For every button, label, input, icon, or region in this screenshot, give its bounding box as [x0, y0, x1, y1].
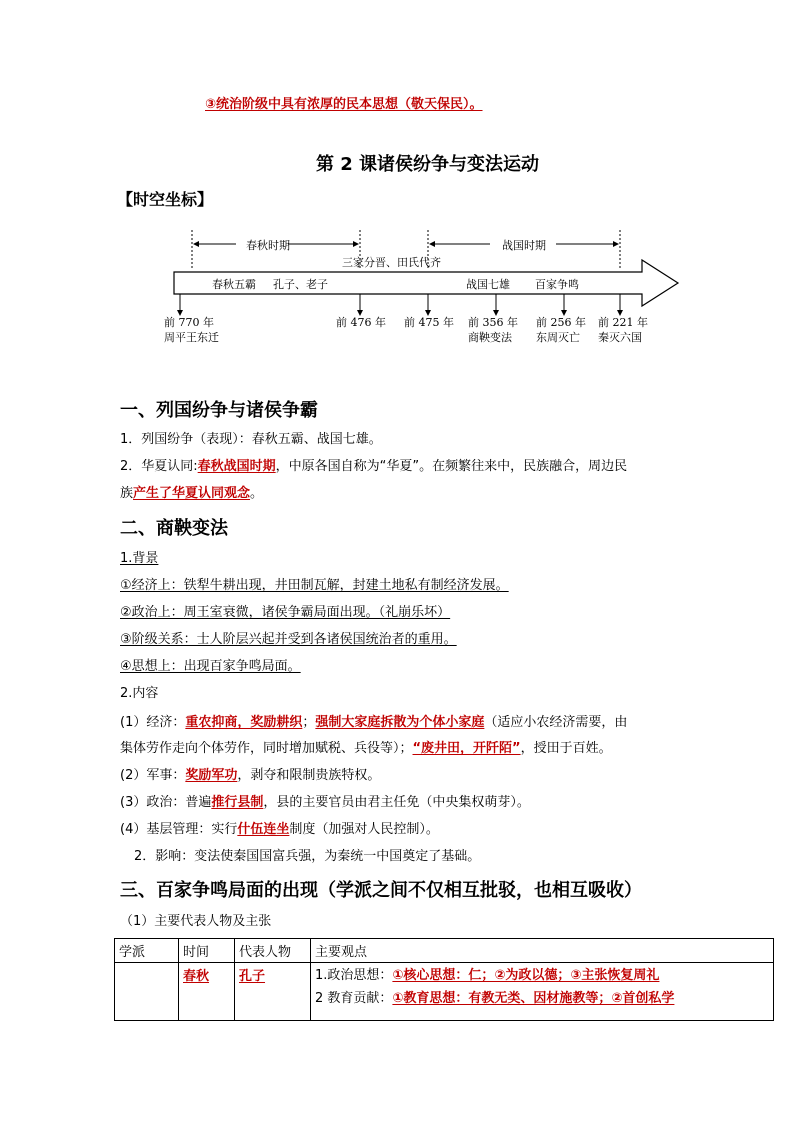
header-person: 代表人物 [235, 939, 311, 963]
label-seven-states: 战国七雄 [466, 278, 510, 291]
background-class: ③阶级关系：士人阶层兴起并受到各诸侯国统治者的重用。 [120, 632, 457, 647]
tick-year: 前 221 年 [598, 316, 648, 329]
header-school: 学派 [115, 939, 179, 963]
cell-school [115, 963, 179, 1021]
tick-note: 周平王东迁 [164, 331, 219, 344]
header-views: 主要观点 [311, 939, 774, 963]
section1-heading: 一、列国纷争与诸侯争霸 [120, 400, 318, 421]
content-economy: (1）经济：重农抑商，奖励耕织；强制大家庭拆散为个体小家庭（适应小农经济需要，由 [120, 715, 628, 730]
background-thought: ④思想上：出现百家争鸣局面。 [120, 659, 301, 674]
content-label: 2.内容 [120, 686, 159, 701]
tick-note: 东周灭亡 [536, 331, 580, 344]
timeline-heading: 【时空坐标】 [117, 190, 214, 209]
period-spring-autumn: 春秋时期 [246, 239, 290, 252]
tick-year: 前 770 年 [164, 316, 214, 329]
table-header-row [115, 939, 774, 963]
content-local-management: (4）基层管理：实行什伍连坐制度（加强对人民控制）。 [120, 822, 439, 837]
tick-note: 秦灭六国 [598, 331, 642, 344]
background-politics: ②政治上：周王室衰微，诸侯争霸局面出现。（礼崩乐坏） [120, 605, 451, 620]
tick-note: 商鞅变法 [468, 331, 512, 344]
event-three-jin: 三家分晋、田氏代齐 [342, 256, 441, 269]
section1-item2-cont: 族产生了华夏认同观念。 [120, 486, 264, 501]
cell-views: 1.政治思想：①核心思想：仁；②为政以德；③主张恢复周礼 2 教育贡献：①教育思想：有教无类、因材施教等；②首创私学 [311, 963, 774, 1021]
tick-year: 前 476 年 [336, 316, 386, 329]
cell-person: 孔子 [235, 963, 311, 1021]
period-warring-states: 战国时期 [502, 239, 546, 252]
content-military: (2）军事：奖励军功，剥夺和限制贵族特权。 [120, 768, 381, 783]
section2-heading: 二、商鞅变法 [120, 518, 228, 539]
label-five-hegemons: 春秋五霸 [212, 278, 256, 291]
tick-year: 前 256 年 [536, 316, 586, 329]
tick-year: 前 356 年 [468, 316, 518, 329]
content-economy-cont: 集体劳作走向个体劳作，同时增加赋税、兵役等）；“废井田，开阡陌”，授田于百姓。 [120, 741, 612, 756]
header-time: 时间 [179, 939, 235, 963]
label-hundred-schools: 百家争鸣 [535, 278, 579, 291]
section3-heading: 三、百家争鸣局面的出现（学派之间不仅相互批驳，也相互吸收） [120, 880, 642, 901]
background-label: 1.背景 [120, 551, 159, 566]
schools-table [114, 938, 774, 1021]
section1-item2: 2．华夏认同:春秋战国时期，中原各国自称为“华夏”。在频繁往来中，民族融合，周边民 [120, 459, 628, 474]
label-confucius-laozi: 孔子、老子 [273, 278, 328, 291]
section1-item1: 1．列国纷争（表现）：春秋五霸、战国七雄。 [120, 432, 382, 447]
top-note: ③统治阶级中具有浓厚的民本思想（敬天保民）。 [205, 97, 483, 112]
lesson-title: 第 2 课诸侯纷争与变法运动 [316, 154, 540, 175]
table-row [115, 963, 774, 1021]
section3-subheading: （1）主要代表人物及主张 [120, 914, 272, 929]
content-politics: (3）政治：普遍推行县制，县的主要官员由君主任免（中央集权萌芽）。 [120, 795, 530, 810]
tick-year: 前 475 年 [404, 316, 454, 329]
impact: 2．影响：变法使秦国国富兵强，为秦统一中国奠定了基础。 [134, 849, 481, 864]
cell-time: 春秋 [179, 963, 235, 1021]
background-economy: ①经济上：铁犁牛耕出现，井田制瓦解，封建土地私有制经济发展。 [120, 578, 509, 593]
